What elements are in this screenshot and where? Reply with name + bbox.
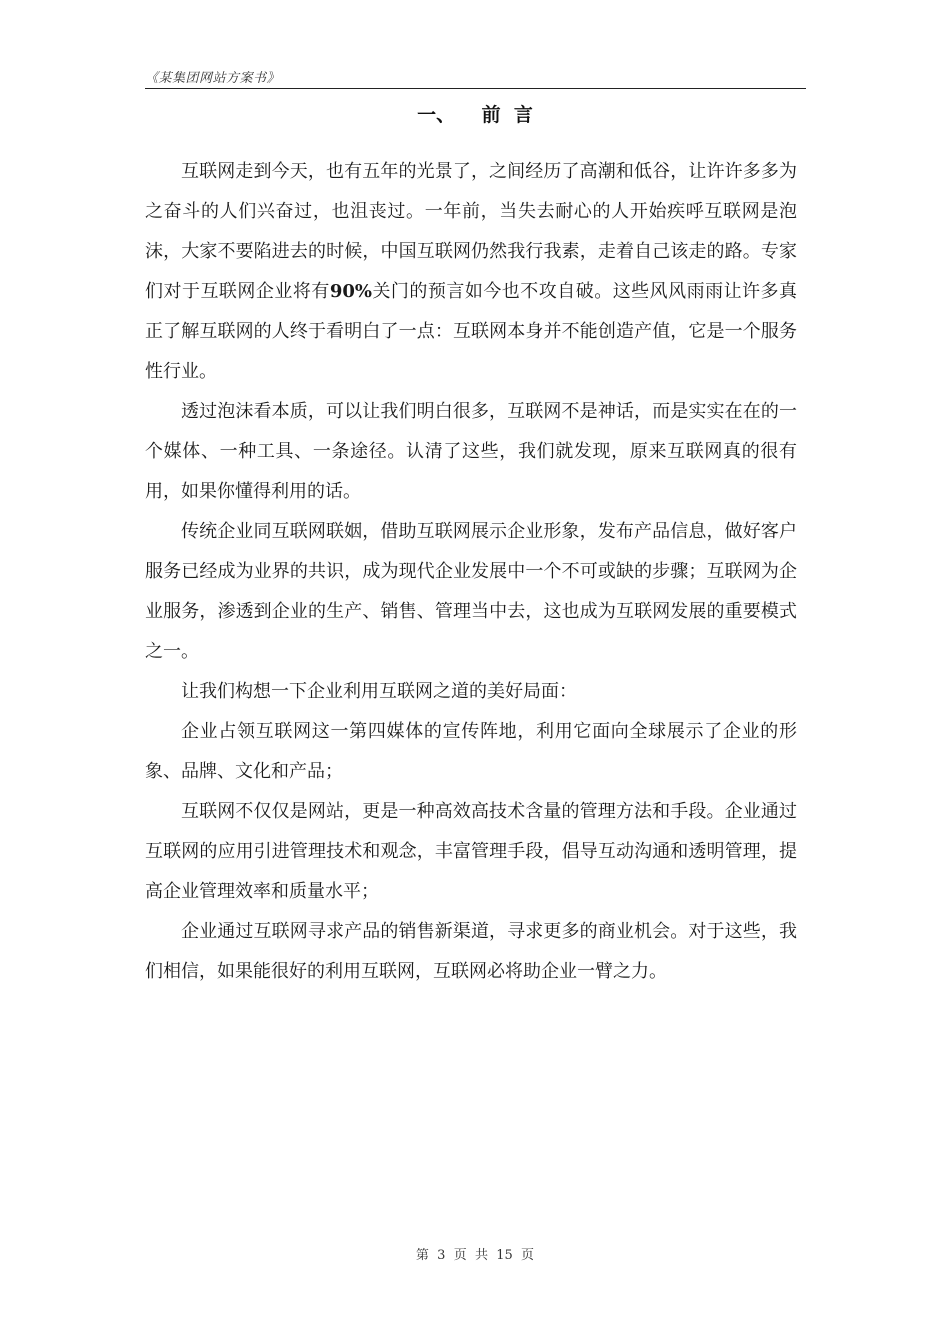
section-heading: 一、 前 言: [417, 104, 533, 126]
paragraph: 互联网走到今天，也有五年的光景了，之间经历了高潮和低谷，让许许多多为之奋斗的人们兴奋过，也沮丧过。一年前，当失去耐心的人开始疾呼互联网是泡沫，大家不要陷进去的时候，中国互联网仍然我行我素，走着自己该走的路。专家们对于互联网企业将有90%关门的预言如今也不攻自破。这些风风雨雨让许多真正了解互联网的人终于看明白了一点：互联网本身并不能创造产值，它是一个服务性行业。: [145, 161, 798, 382]
page-number: 第 3 页 共 15 页: [415, 1248, 535, 1263]
document-title: 《某集团网站方案书》: [145, 71, 281, 86]
bold-figure: 90%: [329, 281, 372, 302]
paragraph: 企业通过互联网寻求产品的销售新渠道，寻求更多的商业机会。对于这些，我们相信，如果能很好的利用互联网，互联网必将助企业一臂之力。: [145, 921, 797, 982]
paragraph: 透过泡沫看本质，可以让我们明白很多，互联网不是神话，而是实实在在的一个媒体、一种工具、一条途径。认清了这些，我们就发现，原来互联网真的很有用，如果你懂得利用的话。: [145, 401, 797, 502]
paragraph: 传统企业同互联网联姻，借助互联网展示企业形象，发布产品信息，做好客户服务已经成为业界的共识，成为现代企业发展中一个不可或缺的步骤；互联网为企业服务，渗透到企业的生产、销售、管理当中去，这也成为互联网发展的重要模式之一。: [145, 521, 797, 662]
paragraph: 企业占领互联网这一第四媒体的宣传阵地，利用它面向全球展示了企业的形象、品牌、文化和产品；: [145, 721, 797, 782]
paragraph: 让我们构想一下企业利用互联网之道的美好局面：: [181, 681, 577, 702]
body-text: [145, 152, 797, 992]
page-header: [145, 66, 806, 89]
paragraph: 互联网不仅仅是网站，更是一种高效高技术含量的管理方法和手段。企业通过互联网的应用引进管理技术和观念，丰富管理手段，倡导互动沟通和透明管理，提高企业管理效率和质量水平；: [145, 801, 797, 902]
